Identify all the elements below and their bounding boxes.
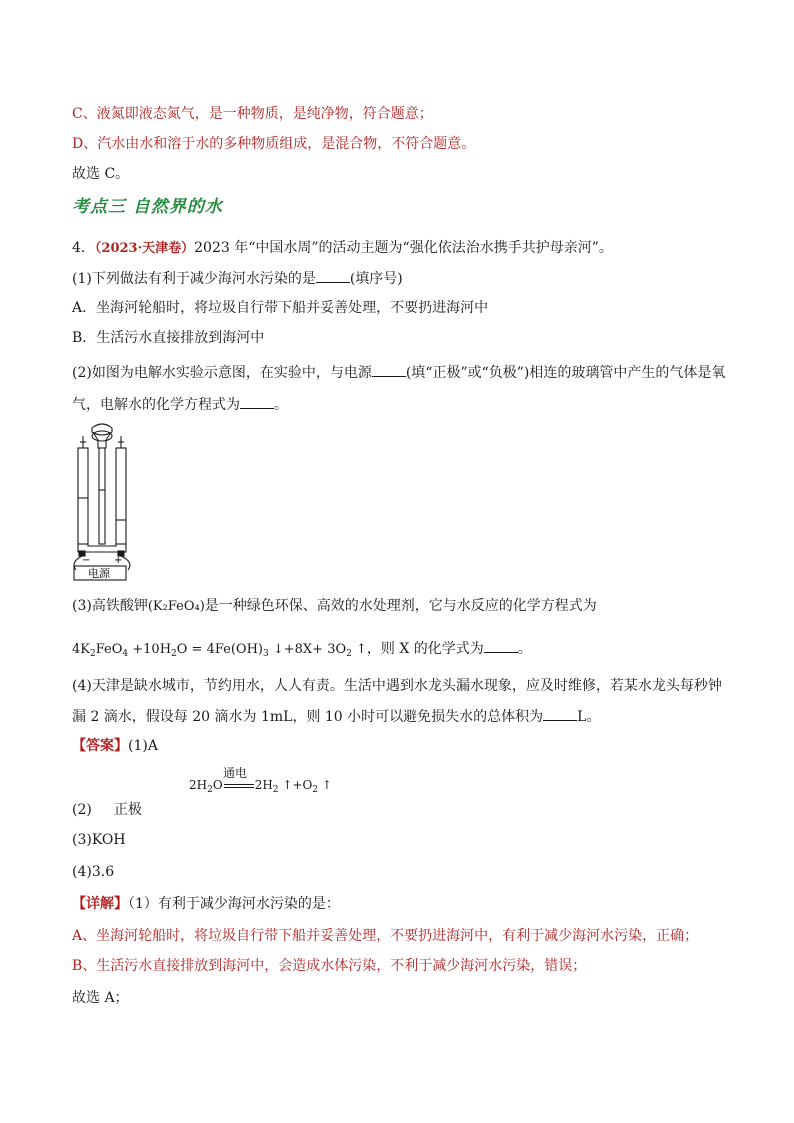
answer-blank [316,268,350,283]
electrolysis-diagram [66,420,146,582]
q1-prefix: (1)下列做法有利于减少海河水污染的是 [72,271,316,287]
answer-blank [240,394,274,409]
explanation-a-line: A、坐海河轮船时，将垃圾自行带下船并妥善处理，不要扔进海河中，有利于减少海河水污染，正确； [72,928,699,944]
option-b-line: B．生活污水直接排放到海河中 [72,330,265,346]
q2-line2-suffix: 。 [274,397,288,413]
q4-line2 [72,706,600,727]
q4-line2-prefix: 漏 2 滴水，假设每 20 滴水为 1mL，则 10 小时可以避免损失水的总体积为 [72,709,544,725]
answer-1: (1)A [128,738,158,754]
q2-line2 [72,394,288,415]
plus-sign: + [114,555,123,566]
answer-2-line [72,800,142,820]
q3-eq-suffix: ，则 X 的化学式为 [366,641,484,657]
q2-suffix: (填“正极”或“负极”)相连的玻璃管中产生的气体是氧 [405,365,726,381]
explanation-intro-text: （1）有利于减少海河水污染的是： [128,896,340,912]
choose-a-line: 故选 A； [72,990,129,1006]
section-title: 考点三 自然界的水 [72,197,223,217]
answer-2-text: 正极 [113,802,142,818]
answer-blank [372,362,406,377]
q3-prefix: (3)高铁酸钾 [72,598,148,614]
answer-3-line: (3)KOH [72,832,126,848]
q3-line [72,596,597,617]
q2-prefix: (2)如图为电解水实验示意图，在实验中，与电源 [72,365,372,381]
explanation-intro [72,894,340,914]
q1-line [72,268,403,289]
power-label: 电源 [88,567,110,580]
equation-body: $2H_2O$ $2H_2$ $↑+O_2$ ↑ [189,778,332,795]
electrolysis-equation [189,766,332,795]
q3-formula: (K₂FeO₄) [147,599,205,614]
option-c-line: C、液氮即液态氮气，是一种物质，是纯净物，符合题意； [72,106,433,122]
option-d-line: D、汽水由水和溶于水的多种物质组成，是混合物，不符合题意。 [72,136,476,152]
funnel-top [92,424,112,435]
right-tube [116,448,126,544]
question-source: （2023·天津卷） [94,241,195,256]
explanation-b-line: B、生活污水直接排放到海河中，会造成水体污染，不利于减少海河水污染，错误； [72,958,587,974]
question-stem-text: 2023 年“中国水周”的活动主题为“强化依法治水携手共护母亲河”。 [194,240,613,256]
minus-sign: − [82,555,91,566]
q2-line1 [72,362,725,383]
answer-2-num: (2) [72,802,92,818]
answer-line [72,736,158,756]
q3-suffix: 是一种绿色环保、高效的水处理剂，它与水反应的化学方程式为 [204,598,597,614]
answer-blank [543,706,577,721]
choose-c-line: 故选 C。 [72,166,130,182]
q4-line1: (4)天津是缺水城市，节约用水，人人有责。生活中遇到水龙头漏水现象，应及时维修，若某水龙头每秒钟 [72,678,722,694]
question-number: 4． [72,240,95,256]
q3-end: 。 [517,641,532,657]
middle-tube [99,448,105,544]
q1-suffix: (填序号) [349,271,403,287]
q4-line2-suffix: L。 [577,709,601,725]
q3-equation-line [72,638,532,664]
answer-tag: 【答案】 [72,738,128,754]
option-a-line: A．坐海河轮船时，将垃圾自行带下船并妥善处理，不要扔进海河中 [72,300,489,316]
equation-condition: 通电 [223,766,248,780]
explanation-tag: 【详解】 [72,896,128,912]
left-tube [78,448,88,544]
q3-equation: $4K_2FeO_4 +10H_2O = 4Fe(OH)_3$ ↓+8X+ $3O_2$ ↑ [72,642,367,659]
question-stem [72,238,613,259]
answer-4-line: (4)3.6 [72,864,115,880]
q2-line2-prefix: 气，电解水的化学方程式为 [72,397,240,413]
answer-blank [484,638,518,653]
